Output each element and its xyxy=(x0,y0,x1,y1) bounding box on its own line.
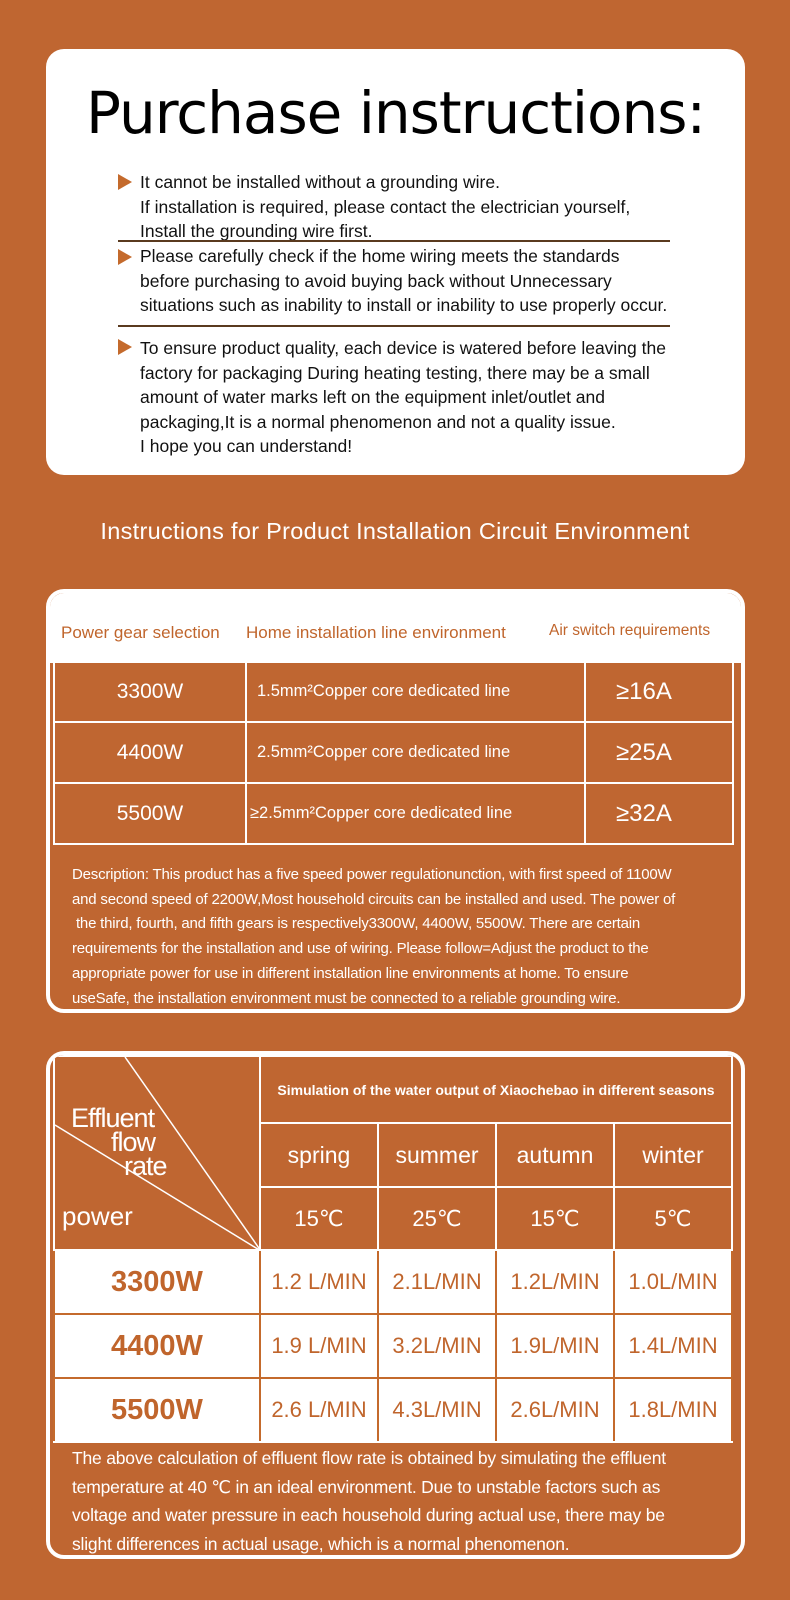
instruction-line: amount of water marks left on the equipment inlet/outlet and xyxy=(140,387,605,407)
installation-circuit-card xyxy=(46,589,745,1013)
flow-value-cell: 1.4L/MIN xyxy=(614,1314,732,1378)
description-line: requirements for the installation and use of wiring. Please follow=Adjust the product to the xyxy=(72,940,649,958)
line-cell: 2.5mm²Copper core dedicated line xyxy=(246,722,585,783)
corner-label-effluent: Effluent xyxy=(71,1103,155,1133)
instruction-item-wiring xyxy=(118,244,667,318)
triangle-bullet-icon xyxy=(118,174,132,190)
instruction-line: factory for packaging During heating testing, there may be a small xyxy=(140,362,650,383)
flow-value-cell: 1.0L/MIN xyxy=(614,1250,732,1314)
flow-value-cell: 1.2L/MIN xyxy=(496,1250,614,1314)
description-line: and second speed of 2200W,Most household circuits can be installed and used. The power of xyxy=(72,890,676,908)
power-cell: 3300W xyxy=(54,661,246,722)
instruction-line: If installation is required, please contact the electrician yourself, xyxy=(140,196,631,217)
instruction-line: before purchasing to avoid buying back without Unnecessary xyxy=(140,270,612,291)
table-row xyxy=(54,661,733,722)
power-cell: 3300W xyxy=(54,1250,260,1314)
power-cell: 5500W xyxy=(54,1378,260,1442)
switch-cell: ≥32A xyxy=(585,783,733,844)
season-cell: autumn xyxy=(496,1123,614,1187)
description-line: the third, fourth, and fifth gears is respectively3300W, 4400W, 5500W. There are certain xyxy=(72,915,641,933)
corner-label-power: power xyxy=(62,1201,133,1231)
table-header xyxy=(50,593,745,663)
table-row xyxy=(54,722,733,783)
section-title: Instructions for Product Installation Circuit Environment xyxy=(100,518,690,544)
flow-value-cell: 1.2 L/MIN xyxy=(260,1250,378,1314)
flow-value-cell: 2.6 L/MIN xyxy=(260,1378,378,1442)
temperature-cell: 5℃ xyxy=(614,1187,732,1250)
instruction-line: It cannot be installed without a grounding wire. xyxy=(140,172,500,192)
table-row xyxy=(54,1314,732,1378)
note-line: slight differences in actual usage, which is a normal phenomenon. xyxy=(72,1533,570,1554)
instruction-line: situations such as inability to install or inability to use properly occur. xyxy=(140,295,668,315)
season-cell: spring xyxy=(260,1123,378,1187)
installation-description xyxy=(72,863,732,1011)
table-row xyxy=(54,1250,732,1314)
divider xyxy=(118,240,670,242)
purchase-instructions-card xyxy=(46,49,745,475)
flow-value-cell: 2.6L/MIN xyxy=(496,1378,614,1442)
corner-cell xyxy=(54,1056,260,1250)
header-power-gear: Power gear selection xyxy=(61,623,220,642)
power-cell: 4400W xyxy=(54,722,246,783)
temperature-cell: 25℃ xyxy=(378,1187,496,1250)
triangle-bullet-icon xyxy=(118,339,132,355)
temperature-cell: 15℃ xyxy=(496,1187,614,1250)
divider xyxy=(118,325,670,327)
description-line: useSafe, the installation environment must be connected to a reliable grounding wire. xyxy=(72,989,621,1007)
note-line: The above calculation of effluent flow rate is obtained by simulating the effluent xyxy=(72,1448,666,1468)
line-cell: ≥2.5mm²Copper core dedicated line xyxy=(246,783,585,844)
page-title: Purchase instructions: xyxy=(85,79,705,147)
flow-rate-note xyxy=(72,1444,732,1558)
instruction-line: I hope you can understand! xyxy=(140,436,353,456)
corner-label-flow: flow xyxy=(111,1127,156,1157)
instruction-line: To ensure product quality, each device is watered before leaving the xyxy=(140,338,666,358)
season-cell: summer xyxy=(378,1123,496,1187)
table-row xyxy=(54,1378,732,1442)
note-line: voltage and water pressure in each household during actual use, there may be xyxy=(72,1505,665,1525)
flow-value-cell: 4.3L/MIN xyxy=(378,1378,496,1442)
temperature-cell: 15℃ xyxy=(260,1187,378,1250)
power-cell: 5500W xyxy=(54,783,246,844)
instruction-line: Install the grounding wire first. xyxy=(140,221,373,241)
table-row xyxy=(54,783,733,844)
description-line: Description: This product has a five speed power regulationunction, with first speed of 1100W xyxy=(72,866,672,883)
flow-value-cell: 1.9L/MIN xyxy=(496,1314,614,1378)
switch-cell: ≥16A xyxy=(585,661,733,722)
description-line: appropriate power for use in different installation line environments at home. To ensure xyxy=(72,964,629,982)
flow-value-cell: 3.2L/MIN xyxy=(378,1314,496,1378)
instruction-line: packaging,It is a normal phenomenon and not a quality issue. xyxy=(140,411,616,432)
power-cell: 4400W xyxy=(54,1314,260,1378)
header-air-switch: Air switch requirements xyxy=(549,622,711,639)
switch-cell: ≥25A xyxy=(585,722,733,783)
note-line: temperature at 40 ℃ in an ideal environment. Due to unstable factors such as xyxy=(72,1476,661,1497)
corner-label-rate: rate xyxy=(124,1151,167,1181)
instruction-line: Please carefully check if the home wiring meets the standards xyxy=(140,246,620,266)
season-cell: winter xyxy=(614,1123,732,1187)
instruction-item-grounding xyxy=(118,170,630,244)
flow-value-cell: 1.9 L/MIN xyxy=(260,1314,378,1378)
instruction-item-quality xyxy=(118,336,666,459)
flow-value-cell: 1.8L/MIN xyxy=(614,1378,732,1442)
water-output-card xyxy=(46,1051,745,1559)
installation-table xyxy=(53,660,734,845)
table-row xyxy=(54,1056,732,1123)
water-output-table xyxy=(53,1055,733,1443)
table-heading: Simulation of the water output of Xiaochebao in different seasons xyxy=(260,1056,732,1123)
header-line-environment: Home installation line environment xyxy=(246,623,506,642)
triangle-bullet-icon xyxy=(118,249,132,265)
flow-value-cell: 2.1L/MIN xyxy=(378,1250,496,1314)
line-cell: 1.5mm²Copper core dedicated line xyxy=(246,661,585,722)
